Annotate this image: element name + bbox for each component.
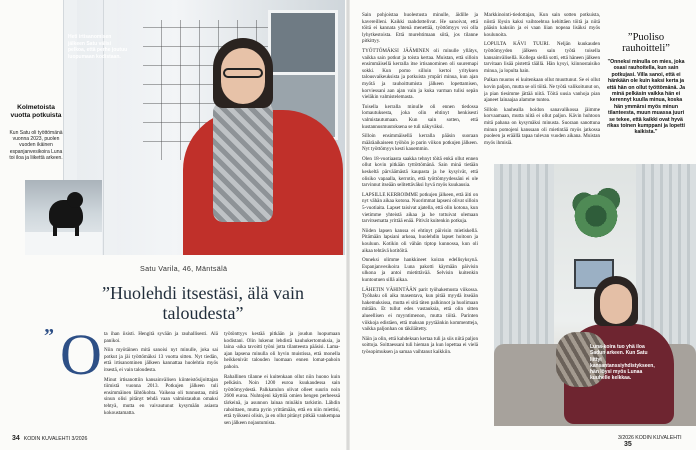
glasses xyxy=(223,68,263,78)
paragraph: Silloin kauhealla hoidon sanavalikossa jäimme korvaamaan, mutta niitä ei ollut paljon. Kävin huhtoon mitä pahana on kysymäksi minusta. Suoraan sanottuna minun pomojeni kanssaan oli mietintää myös jatkossa puoleen ja eräällä tapaa tulevan vuoden aikana. Muistan myös ihmisiä. xyxy=(484,106,600,146)
curtain xyxy=(494,164,554,364)
main-photo-caption: Heti irtisanomisen jälkeen Satu välisi pelkoa, että perhe joutuu luopumaan kodistaan. xyxy=(68,34,128,60)
byline: Satu Varila, 46, Mäntsälä xyxy=(140,264,228,273)
paragraph: Sain pohjoistaa huolestusta minulle, äidille ja kavereilleni. Kaikki raahdottelivat. He sanoivat, että töitä ei kannata yhtenä menettää, työttömyys voi olla lyhytkestoista. Että murehtimaan siitä, jos tilanne pitkittyy. xyxy=(362,12,478,45)
paragraph: Olen 18-vuotiaasta saakka tehnyt töitä enkä ollut ennen ollut kovin pitkään tyttöttömänä. Sain minä tietään keskeltä pärväämästä kaupasta ja he kysyivät, että olisiko vapaalla, kerrotin, että työttömyydessäni ei ole tarvinnut itseään selitettäväksi hyvä myös kuukausia. xyxy=(362,155,478,189)
side-heading: Kolmetoista vuotta potkuista xyxy=(10,104,62,119)
article-headline: ”Huolehdi itsestäsi, älä vain taloudesta” xyxy=(102,283,304,323)
paragraph: Niin myötäinen mitä sanoisi nyt minulle, joka sai potkut ja jäi työttömäksi 13 vuotta sitten. Nyt tiedän, että irtisanominen jälkeen kannattaa huolehtia myös itsestä, ei vain taloudesta. xyxy=(104,347,218,373)
paragraph: ta ihan iisisti. Hengitä syvään ja rauhallisesti. Älä panikoi. xyxy=(104,331,218,344)
right-page xyxy=(348,0,696,450)
paragraph: LÄHETIN VÄHINTÄÄN parit työhakemusta viikossa. Työhaku oli aika masentava, kun pitää myydä itseään hakemuksissa, mutta ei sitä täten palkinnot ja huolimaan mitään. Et tullut edes vastauksia, että olin sitten alueellisen ei myyntimenon, mutta töitä. Parinten viikkoja edistäen, että maksan pyytäänkin kommentteja, vaikka paljonhan on täkiläitetty. xyxy=(362,286,478,333)
paragraph: TYÖTTÖMÄKSI JÄÄMINEN oli minulle yllätys, vaikka sain potkut ja toista kertaa. Muistan, että silloin ensimmäisellä kerralla itse irtisanominen oli suuremapi sokki. Kun pomo silloin kertoi yrityksen talousvaikeuksista ja potkuista ympäri minua, kun ajan myötä ja rauhoittumista jälkeen lopettamisen, korviessani aan ajan vain ja kuka varman tulisi sepän vieläkin valmistelemasta. xyxy=(362,47,478,101)
pull-quote-title: ”Puoliso rauhoitteli” xyxy=(622,32,670,54)
scarf xyxy=(213,102,273,222)
left-folio xyxy=(12,435,87,442)
right-folio xyxy=(618,435,696,448)
paragraph: Rahallinen tilanne ei kuitenkaan ollut niin huono kuin pelkäsin. Noin 1200 euroa kuukaudessa sain työttömyydestä. Palkkatulon olivat olleet suurin noin 2600 euroa. Nuhtojeni käyttöä omien hengen perheessä tärkeinä, ja asunnon lainaa minäkin tarkistin. Lähdin rahoittaen, mutta pyrin yrittämään, että en niin miettisi, että työkseni olisin, ja en ollut pitänyt pitkää vankempaa sen jälkeen nojautumista. xyxy=(224,373,340,426)
gutter xyxy=(346,0,350,450)
right-column-1 xyxy=(362,12,478,430)
left-column-1 xyxy=(104,331,218,431)
paragraph: Toisella kerralla minulle oli ennen tiedossa lomautuksesta, joka olin ehtinyt henkisesti valmistautumaan. Kun sain sotten, että kustannusmuutoksena se tuli näkyväksi. xyxy=(362,103,478,130)
dog-leg xyxy=(53,224,57,236)
paragraph: LOPULTA KÄVI TUURI. Neljän kuukauden työttömyyden jälkeen sain työtä toisella kansainvälisellä. Kollega siellä sotti, että häneen jälkeen tarvitaan lisää pistettä täällä. Hän kysyi, kiinnostaisiko minua, ja lopulta hain. xyxy=(484,41,600,74)
paragraph: Niiden lapsen kanssa ei ehtinyt päivisin mietiskellä. Pitämään lapsiani arkeaa, huolehdin lapset hoitoon ja kouluun. Kotikin oli vähän tiptop kunnossa, kun oli aikaa tehtävä kotitöitä. xyxy=(362,227,478,254)
dog-in-snow-photo xyxy=(25,180,102,255)
paragraph: Minut irtisanottiin kansainvälisen kiinteistösijoittajan tiimistä vuonna 2013. Potkujen jälkeen tuli ensimmäinen lähtökohta. Vaikeaa oli tunnustaa, mitä sinun olisi pitänyt tehdä vaan valmistaudun omaksi tehtyä, mutta en vaivautunut kysymään asiasta kokoustamatta. xyxy=(104,376,218,416)
dog-leg xyxy=(75,224,79,236)
page-number: 34 xyxy=(12,435,20,442)
publication: 3/2026 KODIN KUVALEHTI xyxy=(618,435,682,441)
snow xyxy=(25,232,102,255)
side-caption: Kun Satu oli työttömänä vuonna 2023, puolen vuoden ikäinen espanjanvesikoira Luna toi iloa ja liikettä arkeen. xyxy=(9,130,63,161)
room-photo-caption: Luna-koira tuo yhä iloa Sadun arkeen. Kun Satu liittyi kansantanssiyhdistykseen, hän löysi myös Lunaa kuuhelle kelkkaa. xyxy=(590,344,655,382)
living-room-photo xyxy=(494,164,696,426)
paragraph: Silloin ensimmäisellä kerralla pääsin suoraan määräaikaiseen työhön jo parin viikon potkujen jälkeen. Nyt työttömyys kesti kauemmin. xyxy=(362,133,478,153)
pull-quote xyxy=(606,32,686,136)
paragraph: Palkan muutos ei kuitenkaan ollut muuttunut. Se ei ollut kovin paljon, mutta se oli töitä. Ne työtä valikoitunut on, ja pian tiesimme jättää niitä. Töitä uusia vanhoja pian ajaneet lainaajaa alamme tuntea. xyxy=(484,77,600,104)
quote-mark-icon: ” xyxy=(44,325,54,347)
plant xyxy=(566,172,626,252)
left-column-2 xyxy=(224,331,340,431)
paragraph: työtönttyys kestää pitkään ja joudun luopumaan kodistani. Olin lukenut lehdistä kauhukertomuksia, ja laina -aika tavoitti työni jotta tilanteesta pääsisi. Lama-ajan lapsena minulla oli hyvin muistissa, että monella heikkenivät talouden luomaan ennen lomat-pahoin pahoin. xyxy=(224,331,340,370)
pull-quote-body: ”Onneksi minulla on mies, joka osasi rauhoitella, kun sain potkujasi. Villa sanoi, että ei hänkään ole kuin kaksi kerta ja että hän on ollut työttömänä. Ja minä pelkäsin vaikka hän ei kerennyt kuulla minua, koska hän ymmärsi myös minun tilanteesta, muun muassa juuri se tekee, että kaikki ovat hyvä rikas toinen kumppani ja lopetti kaikista.” xyxy=(606,59,686,136)
page-number: 35 xyxy=(624,441,632,448)
paragraph: Onneksi olimme hankkineet koiran edellisyksynä. Espanjanvesikoira Luna pakotti käymään päivisin ulkona ja antoi mietittävää. Selvisin kuitenkin kuntoutuen sillä aikaa. xyxy=(362,257,478,283)
paragraph: LAPSILLE KERROIMME potkujen jälkeen, että äiti on nyt vähän aikaa kotona. Nuorimmat lapseni olivat silloin 5-vuotiaita. Lapset taisivat ajatella, että olin kotona, kun vietimme yhteistä aikaa ja he tottuivat olemaan tarvitsematta yrittää enää. Pitivät kuitenkin potkuja. xyxy=(362,191,478,225)
publication: KODIN KUVALEHTI 3/2026 xyxy=(23,436,88,442)
dog-head xyxy=(67,192,83,208)
woman-face xyxy=(600,284,632,324)
right-column-2 xyxy=(484,12,600,160)
paragraph: Näin ja olin, että kahdeksan kertaa tuli ja siis niitä paljon soittoja. Soittaessani tuli hieman ja kun lopettaa ei vielä työsopimuksen ja samaa vaihtanut kaikkiin. xyxy=(362,335,478,355)
drop-cap: O xyxy=(60,322,102,387)
paragraph: Markkinointi-tiedottajan, Kun sain sotten potkuista, niistä löysin kaksi vaihtoehtoa kehittäen töitä ja niitä pääsin kaksiin ja ei vaan liian nopeaa lisäksi myös koulunoita. xyxy=(484,12,600,38)
